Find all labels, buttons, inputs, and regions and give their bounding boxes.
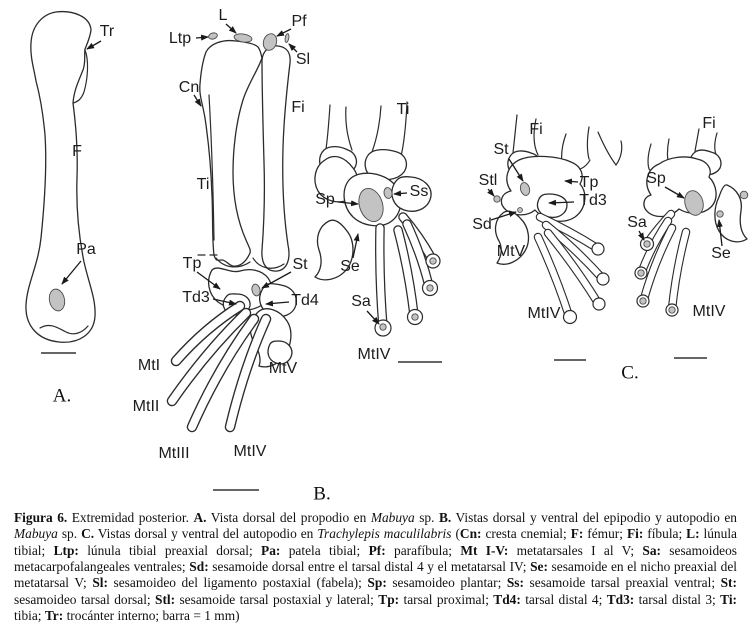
label-sl: Sl <box>295 51 311 68</box>
caption-segment: St: <box>720 575 737 591</box>
caption-segment: tibia; <box>14 608 45 624</box>
label-td3-cl: Td3 <box>579 192 607 209</box>
label-pf: Pf <box>291 13 307 30</box>
caption-segment: Vistas dorsal y ventral del epipodio y autopodio en <box>451 510 737 525</box>
label-fi-cl: Fi <box>529 121 543 138</box>
label-se-m: Se <box>340 258 360 275</box>
caption-segment: Ti: <box>720 591 737 607</box>
caption-segment: ( <box>451 526 460 542</box>
caption-segment: Extremidad posterior. <box>67 510 194 525</box>
figure-caption <box>14 510 737 624</box>
label-sp-m: Sp <box>315 191 335 208</box>
label-st-b: St <box>292 256 308 273</box>
label-tr: Tr <box>99 23 115 40</box>
label-f: F <box>72 143 82 160</box>
label-fi-b: Fi <box>291 99 305 116</box>
caption-segment: metatarsales I al V; <box>508 542 643 558</box>
label-l: L <box>218 7 228 24</box>
caption-segment: sesamoideo plantar; <box>386 575 507 591</box>
caption-segment: C. <box>81 526 95 542</box>
caption-segment: F: <box>570 526 584 542</box>
label-sp-cr: Sp <box>646 170 666 187</box>
caption-segment: Ltp: <box>53 542 79 558</box>
label-mt1-b: MtI <box>137 357 161 374</box>
label-td3-b: Td3 <box>182 289 210 306</box>
caption-segment: sesamoide tarsal postaxial y lateral; <box>175 591 379 607</box>
caption-segment: Pf: <box>368 542 386 558</box>
caption-segment: Td4: <box>493 591 521 607</box>
caption-segment: Sp: <box>367 575 387 591</box>
caption-segment: Fi: <box>626 526 644 542</box>
caption-segment: A. <box>193 510 207 525</box>
caption-segment: sesamoide en el nicho preaxial del metatarsal V; <box>14 559 737 591</box>
caption-segment: sesamoideos metacarpofalangeales ventrales; <box>14 542 737 575</box>
label-mt4-m: MtIV <box>357 346 391 363</box>
caption-segment: trocánter interno; barra = 1 mm) <box>63 608 240 624</box>
caption-segment: tarsal proximal; <box>399 591 494 607</box>
caption-segment: Se: <box>530 559 548 575</box>
caption-segment: Cn: <box>459 526 482 542</box>
caption-segment: Sa: <box>642 542 661 558</box>
caption-segment: Stl: <box>155 591 176 607</box>
caption-segment: Vista dorsal del propodio en <box>206 510 371 525</box>
caption-segment: cresta cnemial; <box>481 526 571 542</box>
caption-segment: tarsal distal 4; <box>520 591 607 607</box>
label-letter-b: B. <box>313 483 331 505</box>
label-tp-cl: Tp <box>579 174 599 191</box>
caption-segment: lúnula tibial; <box>14 526 737 558</box>
caption-segment: Sl: <box>92 575 108 591</box>
caption-segment: Vistas dorsal y ventral del autopodio en <box>94 526 318 542</box>
label-letter-a: A. <box>52 385 72 407</box>
label-ti-m: Ti <box>396 101 410 118</box>
label-ltp: Ltp <box>168 30 192 47</box>
caption-segment: patela tibial; <box>280 542 369 558</box>
caption-segment: Tr: <box>44 608 64 624</box>
caption-segment: sp. <box>414 510 439 525</box>
label-ti-b: Ti <box>196 176 210 193</box>
label-tp-b: Tp <box>182 255 202 272</box>
label-letter-c: C. <box>621 362 639 384</box>
label-fi-cr: Fi <box>702 115 716 132</box>
caption-segment: sesamoideo tarsal dorsal; <box>14 591 156 607</box>
label-sa-cr: Sa <box>627 214 647 231</box>
caption-segment: Td3: <box>606 591 635 607</box>
caption-segment: sesamoide tarsal preaxial ventral; <box>523 575 721 591</box>
label-pa: Pa <box>76 241 96 258</box>
caption-segment: Mabuya <box>14 526 58 542</box>
caption-segment: tarsal distal 3; <box>634 591 721 607</box>
caption-segment: Sd: <box>189 559 209 575</box>
label-sa-m: Sa <box>351 293 371 310</box>
caption-segment: Trachylepis maculilabris <box>317 526 452 542</box>
label-mt4-b: MtIV <box>233 443 267 460</box>
caption-segment: fémur; <box>583 526 627 542</box>
caption-segment: Mabuya <box>370 510 415 525</box>
label-cn: Cn <box>178 79 200 96</box>
label-mt3-b: MtIII <box>158 445 190 462</box>
caption-segment: L: <box>686 526 700 542</box>
caption-segment: Pa: <box>261 542 281 558</box>
label-mt4-cr: MtIV <box>692 303 726 320</box>
caption-segment: B. <box>438 510 452 525</box>
caption-segment: lúnula tibial preaxial dorsal; <box>78 542 262 558</box>
caption-segment: Figura 6. <box>14 510 68 525</box>
label-ss-m: Ss <box>409 183 429 200</box>
label-mt4-cl: MtIV <box>527 305 561 322</box>
label-mt2-b: MtII <box>132 398 160 415</box>
caption-segment: Ss: <box>506 575 524 591</box>
label-td4-b: Td4 <box>291 292 319 309</box>
caption-segment: sesamoide dorsal entre el tarsal distal 4 y el metatarsal IV; <box>208 559 531 575</box>
caption-segment: Mt I-V: <box>460 542 509 558</box>
label-st-cl: St <box>493 141 509 158</box>
caption-segment: sesamoideo del ligamento postaxial (fabela); <box>107 575 368 591</box>
caption-segment: parafíbula; <box>385 542 461 558</box>
label-mt5-cl: MtV <box>496 243 526 260</box>
label-se-cr: Se <box>711 245 731 262</box>
caption-segment: sp. <box>57 526 82 542</box>
caption-segment: fíbula; <box>643 526 687 542</box>
label-sd-cl: Sd <box>472 216 492 233</box>
label-mt5-b: MtV <box>268 360 298 377</box>
label-stl-cl: Stl <box>478 172 498 189</box>
caption-segment: Tp: <box>378 591 400 607</box>
